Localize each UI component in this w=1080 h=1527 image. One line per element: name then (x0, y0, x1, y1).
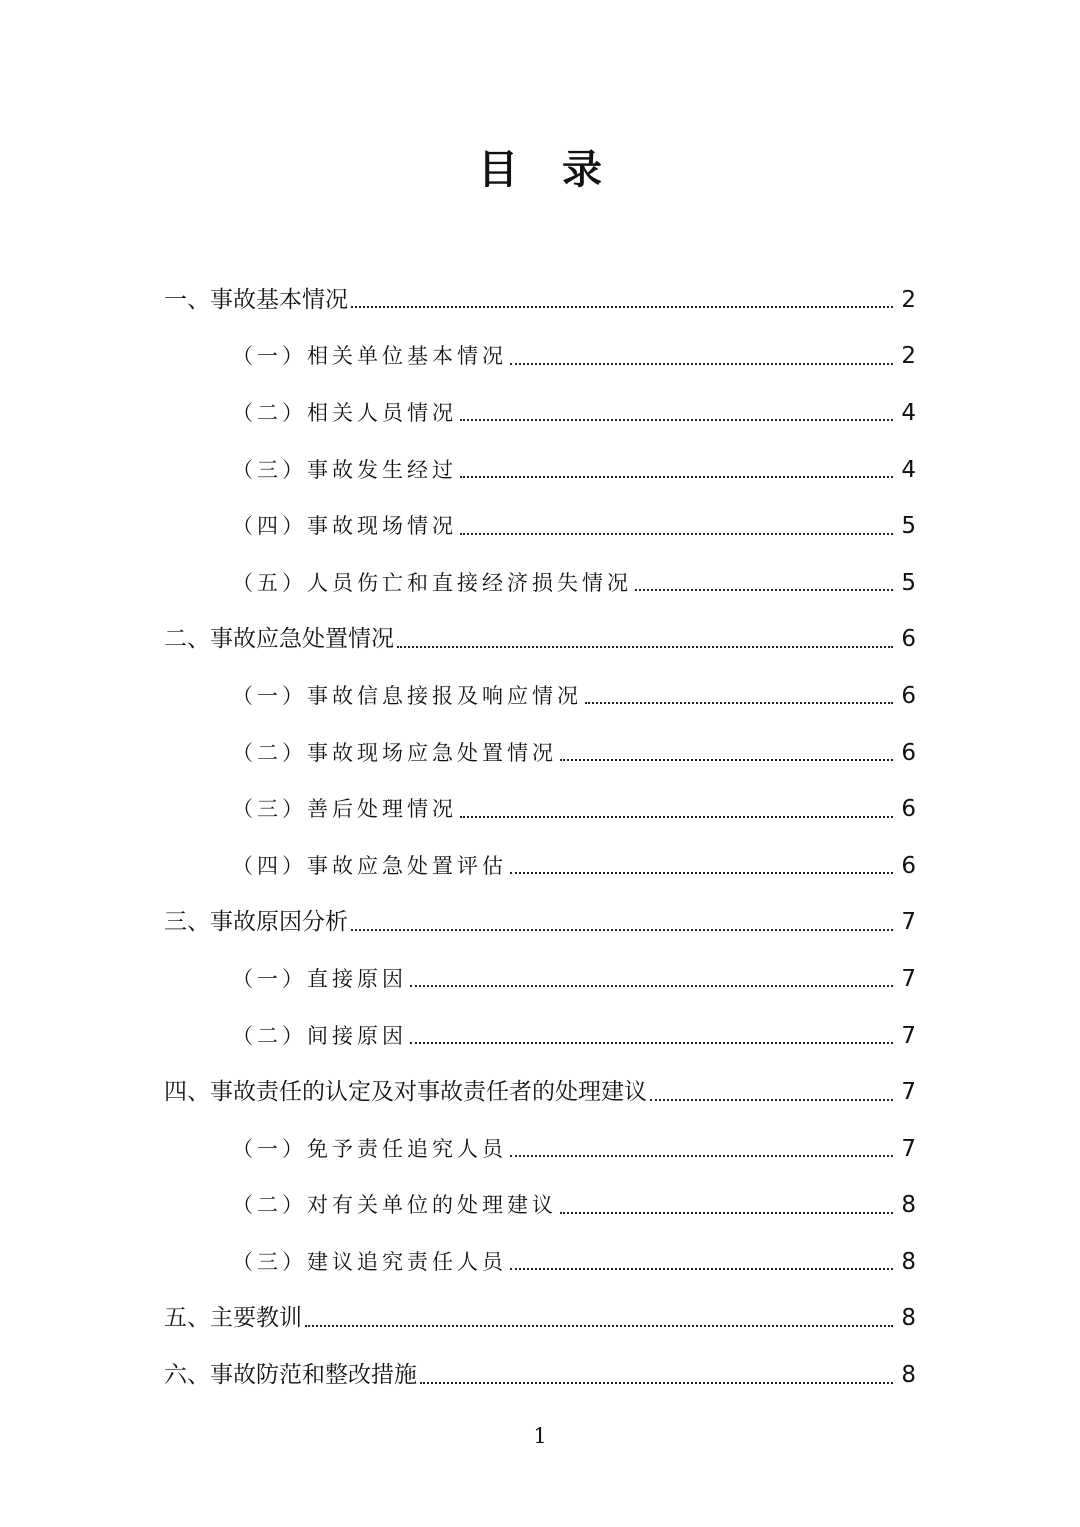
toc-entry-title: （四）事故现场情况 (232, 514, 457, 539)
toc-subsection-entry[interactable] (0, 1178, 1080, 1235)
toc-entry-page-number: 7 (901, 1022, 916, 1049)
toc-entry-page-number: 7 (901, 1135, 916, 1162)
toc-entry-page-number: 8 (901, 1362, 916, 1389)
toc-section-entry[interactable] (0, 1347, 1080, 1404)
toc-section-entry[interactable] (0, 895, 1080, 952)
toc-section-entry[interactable] (0, 1291, 1080, 1348)
toc-dot-leader (397, 628, 893, 648)
toc-entry-title: 五、主要教训 (164, 1305, 302, 1332)
toc-entry-page-number: 6 (901, 626, 916, 653)
toc-section-entry[interactable] (0, 1064, 1080, 1121)
toc-entry-title: （一）直接原因 (232, 966, 407, 991)
toc-entry-page-number: 6 (901, 796, 916, 823)
page-title: 目录 (478, 146, 646, 193)
toc-subsection-entry[interactable] (0, 442, 1080, 499)
toc-subsection-entry[interactable] (0, 951, 1080, 1008)
toc-entry-page-number: 4 (901, 456, 916, 483)
table-of-contents (0, 272, 1080, 1404)
toc-subsection-entry[interactable] (0, 725, 1080, 782)
toc-dot-leader (420, 1364, 893, 1384)
toc-subsection-entry[interactable] (0, 781, 1080, 838)
toc-entry-title: 一、事故基本情况 (164, 286, 348, 313)
toc-entry-page-number: 4 (901, 399, 916, 426)
toc-entry-title: （五）人员伤亡和直接经济损失情况 (232, 570, 632, 595)
toc-dot-leader (351, 911, 893, 931)
toc-dot-leader (650, 1081, 893, 1101)
toc-subsection-entry[interactable] (0, 1121, 1080, 1178)
toc-dot-leader (560, 1194, 893, 1214)
toc-entry-title: （三）建议追究责任人员 (232, 1249, 507, 1274)
toc-entry-title: 二、事故应急处置情况 (164, 626, 394, 653)
toc-entry-page-number: 2 (901, 286, 916, 313)
toc-subsection-entry[interactable] (0, 668, 1080, 725)
toc-entry-title: （二）相关人员情况 (232, 400, 457, 425)
toc-dot-leader (351, 288, 893, 308)
toc-entry-title: （四）事故应急处置评估 (232, 853, 507, 878)
toc-subsection-entry[interactable] (0, 555, 1080, 612)
toc-section-entry[interactable] (0, 272, 1080, 329)
toc-entry-page-number: 6 (901, 682, 916, 709)
toc-entry-title: （三）善后处理情况 (232, 797, 457, 822)
toc-dot-leader (635, 571, 893, 591)
toc-dot-leader (510, 345, 893, 365)
toc-entry-title: （一）免予责任追究人员 (232, 1136, 507, 1161)
toc-entry-page-number: 5 (901, 569, 916, 596)
toc-dot-leader (510, 854, 893, 874)
toc-dot-leader (560, 741, 893, 761)
toc-entry-page-number: 8 (901, 1248, 916, 1275)
toc-entry-title: （一）相关单位基本情况 (232, 344, 507, 369)
toc-entry-page-number: 8 (901, 1192, 916, 1219)
toc-dot-leader (460, 798, 893, 818)
toc-dot-leader (410, 967, 893, 987)
toc-dot-leader (460, 401, 893, 421)
toc-subsection-entry[interactable] (0, 838, 1080, 895)
toc-dot-leader (585, 684, 893, 704)
toc-entry-page-number: 5 (901, 513, 916, 540)
toc-subsection-entry[interactable] (0, 1008, 1080, 1065)
page-number: 1 (533, 1424, 547, 1448)
toc-dot-leader (305, 1307, 893, 1327)
toc-subsection-entry[interactable] (0, 329, 1080, 386)
toc-entry-title: 六、事故防范和整改措施 (164, 1362, 417, 1389)
toc-dot-leader (460, 515, 893, 535)
toc-entry-title: （一）事故信息接报及响应情况 (232, 683, 582, 708)
toc-entry-page-number: 2 (901, 343, 916, 370)
toc-entry-page-number: 7 (901, 1079, 916, 1106)
toc-dot-leader (510, 1137, 893, 1157)
toc-entry-page-number: 7 (901, 965, 916, 992)
toc-entry-title: （二）事故现场应急处置情况 (232, 740, 557, 765)
toc-dot-leader (510, 1250, 893, 1270)
toc-dot-leader (410, 1024, 893, 1044)
toc-entry-title: （三）事故发生经过 (232, 457, 457, 482)
toc-subsection-entry[interactable] (0, 498, 1080, 555)
toc-subsection-entry[interactable] (0, 1234, 1080, 1291)
toc-section-entry[interactable] (0, 612, 1080, 669)
toc-subsection-entry[interactable] (0, 385, 1080, 442)
toc-entry-page-number: 6 (901, 852, 916, 879)
toc-entry-title: 四、事故责任的认定及对事故责任者的处理建议 (164, 1079, 647, 1106)
toc-entry-title: （二）间接原因 (232, 1023, 407, 1048)
toc-entry-title: （二）对有关单位的处理建议 (232, 1193, 557, 1218)
toc-entry-title: 三、事故原因分析 (164, 909, 348, 936)
toc-dot-leader (460, 458, 893, 478)
toc-entry-page-number: 6 (901, 739, 916, 766)
toc-entry-page-number: 7 (901, 909, 916, 936)
toc-entry-page-number: 8 (901, 1305, 916, 1332)
